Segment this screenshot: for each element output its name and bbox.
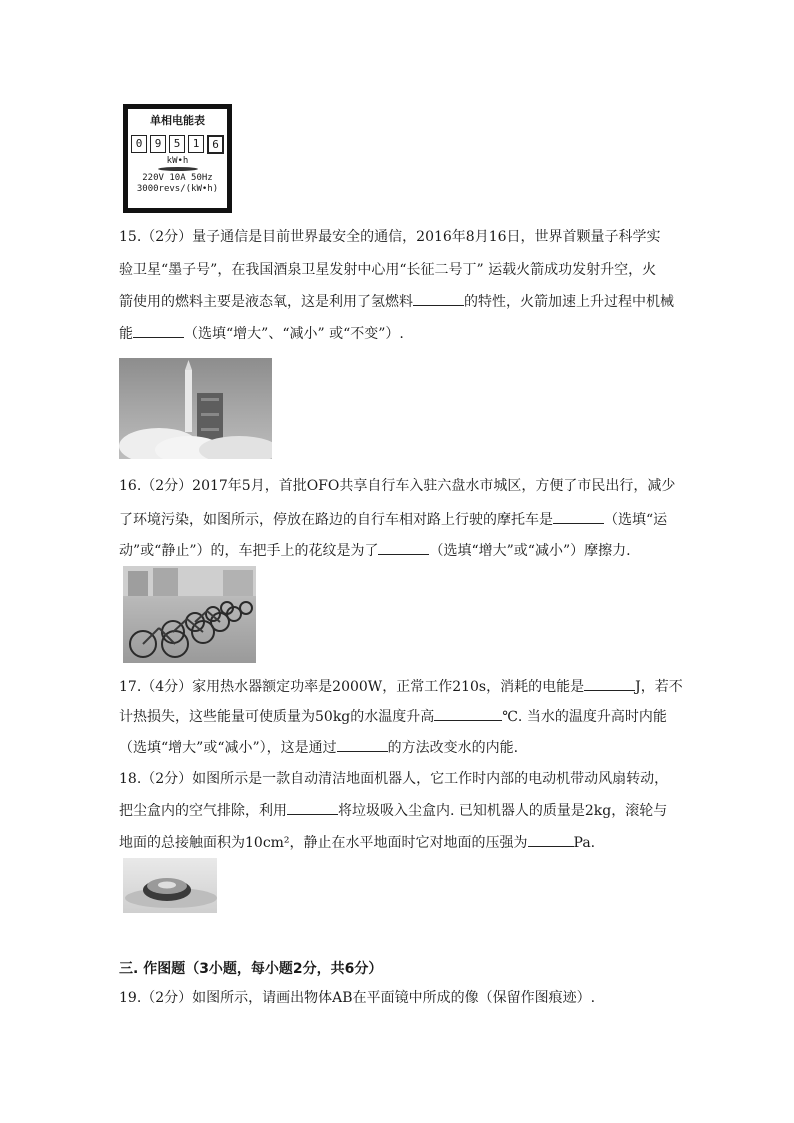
q18-line-2 bbox=[119, 802, 667, 819]
q16-text: 动”或“静止”）的，车把手上的花纹是为了 bbox=[119, 543, 379, 559]
q18-text: 地面的总接触面积为10cm²，静止在水平地面时它对地面的压强为 bbox=[119, 835, 528, 851]
electric-meter-figure bbox=[123, 104, 232, 213]
meter-disc bbox=[158, 167, 198, 171]
q17-text: ℃. 当水的温度升高时内能 bbox=[502, 709, 667, 725]
q17-line-3 bbox=[119, 739, 518, 756]
meter-unit: kW•h bbox=[166, 156, 189, 166]
q15-text: （选填“增大”、“减小” 或“不变”）. bbox=[184, 326, 404, 342]
meter-digit: 1 bbox=[188, 135, 204, 153]
answer-blank[interactable] bbox=[337, 739, 388, 752]
q18-line-1: 18.（2分）如图所示是一款自动清洁地面机器人，它工作时内部的电动机带动风扇转动， bbox=[119, 771, 669, 787]
answer-blank[interactable] bbox=[287, 802, 338, 815]
q19-line-1: 19.（2分）如图所示，请画出物体AB在平面镜中所成的像（保留作图痕迹）. bbox=[119, 990, 596, 1006]
q18-text: Pa. bbox=[573, 835, 596, 851]
meter-digits bbox=[128, 135, 227, 154]
q18-line-3 bbox=[119, 834, 595, 851]
answer-blank[interactable] bbox=[133, 325, 184, 338]
q15-line-2: 验卫星“墨子号”，在我国酒泉卫星发射中心用“长征二号丁” 运载火箭成功发射升空，火 bbox=[119, 262, 657, 278]
q17-text: （选填“增大”或“减小”），这是通过 bbox=[119, 740, 337, 756]
q15-line-1: 15.（2分）量子通信是目前世界最安全的通信，2016年8月16日，世界首颗量子科学实 bbox=[119, 229, 661, 245]
q15-line-4 bbox=[119, 325, 404, 342]
answer-blank[interactable] bbox=[528, 834, 574, 847]
q18-text: 把尘盒内的空气排除，利用 bbox=[119, 803, 287, 819]
cleaning-robot-photo bbox=[123, 858, 217, 913]
q16-text: 了环境污染，如图所示，停放在路边的自行车相对路上行驶的摩托车是 bbox=[119, 512, 553, 528]
meter-digit: 0 bbox=[131, 135, 147, 153]
meter-digit: 9 bbox=[150, 135, 166, 153]
q16-line-1: 16.（2分）2017年5月，首批OFO共享自行车入驻六盘水市城区，方便了市民出行，减少 bbox=[119, 478, 676, 494]
q15-text: 箭使用的燃料主要是液态氧，这是利用了氢燃料 bbox=[119, 294, 413, 310]
q16-line-3 bbox=[119, 542, 631, 559]
answer-blank[interactable] bbox=[378, 542, 429, 555]
q16-text: （选填“增大”或“减小”）摩擦力. bbox=[429, 543, 631, 559]
q15-text: 能 bbox=[119, 326, 133, 342]
section-heading: 三. 作图题（3小题，每小题2分，共6分） bbox=[119, 961, 383, 977]
q17-line-2 bbox=[119, 708, 667, 725]
q17-text: 的方法改变水的内能. bbox=[387, 740, 519, 756]
rocket-launch-photo bbox=[119, 358, 272, 459]
q15-text: 的特性，火箭加速上升过程中机械 bbox=[464, 294, 674, 310]
meter-spec-rating: 220V 10A 50Hz bbox=[142, 173, 213, 183]
meter-digit-decimal: 6 bbox=[207, 135, 224, 154]
shared-bikes-photo bbox=[123, 566, 256, 663]
answer-blank[interactable] bbox=[434, 708, 502, 721]
meter-title: 单相电能表 bbox=[150, 114, 205, 127]
q16-text: （选填“运 bbox=[604, 512, 668, 528]
q17-text: 计热损失，这些能量可使质量为50kg的水温度升高 bbox=[119, 709, 435, 725]
q18-text: 将垃圾吸入尘盒内. 已知机器人的质量是2kg，滚轮与 bbox=[338, 803, 668, 819]
q17-line-1 bbox=[119, 678, 683, 695]
q17-text: 17.（4分）家用热水器额定功率是2000W，正常工作210s，消耗的电能是 bbox=[119, 679, 585, 695]
answer-blank[interactable] bbox=[553, 511, 604, 524]
answer-blank[interactable] bbox=[413, 293, 464, 306]
q15-line-3 bbox=[119, 293, 674, 310]
answer-blank[interactable] bbox=[584, 678, 635, 691]
meter-spec-revs: 3000revs/(kW•h) bbox=[136, 184, 219, 194]
q16-line-2 bbox=[119, 511, 667, 528]
q17-text: J，若不 bbox=[635, 679, 683, 695]
meter-digit: 5 bbox=[169, 135, 185, 153]
